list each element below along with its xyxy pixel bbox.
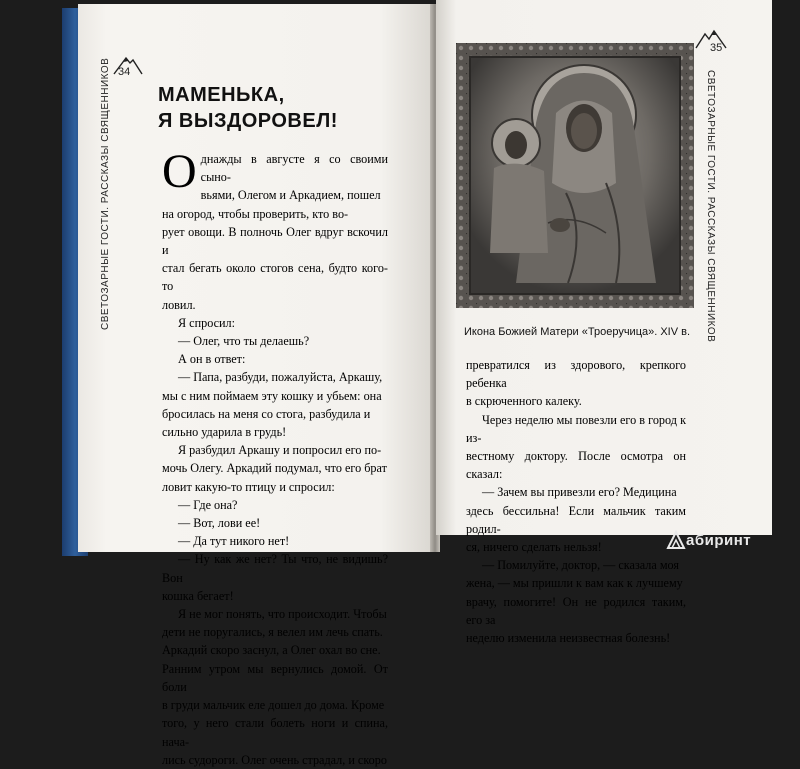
text-line: Я не мог понять, что происходит. Чтобы: [178, 607, 387, 622]
chapter-title-line-1: МАМЕНЬКА,: [158, 84, 285, 106]
text-line: — Ну как же нет? Ты что, не видишь? Вон: [162, 552, 388, 585]
text-line: на огород, чтобы проверить, кто во-: [162, 206, 349, 221]
text-line: мочь Олегу. Аркадий подумал, что его брат: [162, 461, 387, 476]
watermark: абиринт: [686, 532, 752, 549]
icon-image: [456, 43, 694, 308]
page-number-right: 35: [710, 42, 723, 54]
chapter-title: [158, 82, 338, 134]
text-line: ся, ничего сделать нельзя!: [466, 540, 602, 555]
text-line: Ранним утром мы вернулись домой. От боли: [162, 661, 388, 694]
text-line: кошка бегает!: [162, 588, 234, 603]
text-line: сильно ударила в грудь!: [162, 425, 287, 440]
text-line: А он в ответ:: [178, 352, 246, 367]
text-line: в груди мальчик еле дошел до дома. Кроме: [162, 698, 385, 713]
text-line: мы с ним поймаем эту кошку и убьем: она: [162, 388, 382, 403]
running-head-right: СВЕТОЗАРНЫЕ ГОСТИ. РАССКАЗЫ СВЯЩЕННИКОВ: [705, 70, 716, 343]
text-line: Я разбудил Аркашу и попросил его по-: [178, 443, 382, 458]
text-line: ловил.: [162, 297, 196, 312]
text-line: вестному доктору. После осмотра он сказал:: [466, 449, 686, 482]
right-body-text: [466, 356, 686, 647]
text-line: дети не поругались, я велел им лечь спать.: [162, 625, 383, 640]
text-line: — Папа, разбуди, пожалуйста, Аркашу,: [178, 370, 383, 385]
text-line: бросилась на меня со стога, разбудила и: [162, 406, 371, 421]
text-line: рует овощи. В полночь Олег вдруг вскочил и: [162, 224, 388, 258]
text-line: стал бегать около стогов сена, будто кого-то: [162, 261, 388, 294]
running-head-left: СВЕТОЗАРНЫЕ ГОСТИ. РАССКАЗЫ СВЯЩЕННИКОВ: [100, 57, 111, 330]
text-line: — Да тут никого нет!: [178, 534, 290, 549]
text-line: — Зачем вы привезли его? Медицина: [482, 485, 677, 500]
text-line: того, у него стали болеть ноги и спина, нача-: [162, 716, 388, 749]
chapter-title-line-2: Я ВЫЗДОРОВЕЛ!: [158, 110, 338, 132]
text-line: вьями, Олегом и Аркадием, пошел: [200, 188, 381, 203]
text-line: — Вот, лови ее!: [178, 516, 261, 531]
text-line: здесь бессильна! Если мальчик таким родил-: [466, 503, 686, 536]
text-line: — Помилуйте, доктор, — сказала моя: [482, 558, 679, 573]
text-line: врачу, помогите! Он не родился таким, его за: [466, 594, 686, 627]
text-line: — Где она?: [178, 497, 238, 512]
text-line: лись судороги. Олег очень страдал, и скоро: [162, 752, 387, 767]
left-body-text: [162, 145, 388, 769]
text-line: Аркадий скоро заснул, а Олег охал во сне.: [162, 643, 381, 658]
text-line: превратился из здорового, крепкого ребенка: [466, 358, 686, 391]
text-line: неделю изменила неизвестная болезнь!: [466, 631, 671, 646]
text-line: в скрюченного калеку.: [466, 394, 582, 409]
text-line: ловит какую-то птицу и спросил:: [162, 479, 335, 494]
text-line: Через неделю мы повезли его в город к из-: [466, 412, 686, 445]
text-line: — Олег, что ты делаешь?: [178, 334, 310, 349]
labirint-logo-icon: [666, 530, 686, 550]
text-line: Я спросил:: [178, 315, 235, 330]
text-line: днажды в августе я со своими сыно-: [200, 152, 388, 185]
page-number-left: 34: [118, 66, 131, 78]
image-caption: Икона Божией Матери «Троеручица». XIV в.: [464, 326, 691, 338]
drop-cap: О: [162, 145, 197, 198]
text-line: жена, — мы пришли к вам как к лучшему: [466, 576, 683, 591]
